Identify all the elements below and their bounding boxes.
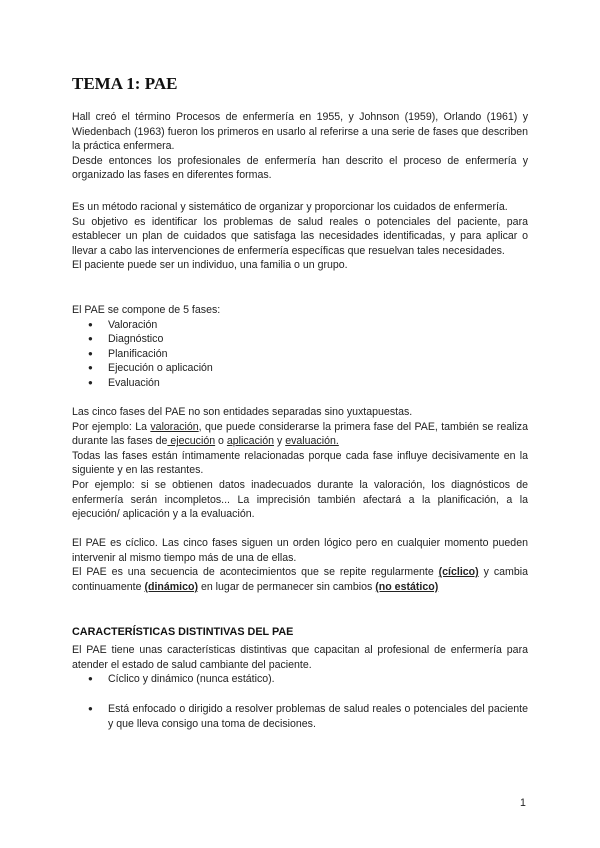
paragraph-cyclic: El PAE es cíclico. Las cinco fases siguen un orden lógico pero en cualquier momento pueden intervenir al mismo tiempo más de una de ellas. bbox=[72, 537, 528, 564]
paragraph-history: Hall creó el término Procesos de enfermería en 1955, y Johnson (1959), Orlando (1961) y Wiedenbach (1963) fueron los primeros en usarlo al referirse a una serie de fases que describen la práctica enfermera. bbox=[72, 111, 528, 153]
phases-list bbox=[72, 318, 528, 391]
phases-block bbox=[72, 303, 528, 391]
phase-item: ● Planificación bbox=[72, 347, 528, 362]
text-fragment: El PAE es una secuencia de acontecimientos que se repite regularmente bbox=[72, 566, 439, 579]
text-fragment: Por ejemplo: La bbox=[72, 420, 151, 433]
bold-no-estatico: (no estático) bbox=[375, 580, 439, 593]
text-fragment: y cambia continuamente bbox=[72, 566, 528, 593]
text-fragment: o bbox=[215, 435, 227, 448]
phase-item: ● Diagnóstico bbox=[72, 332, 528, 347]
text-fragment: , que puede considerarse la primera fase del PAE, también se realiza durante las fases de bbox=[72, 420, 528, 448]
text-fragment: y bbox=[274, 435, 286, 448]
features-block-2 bbox=[72, 702, 528, 731]
phase-item: ● Valoración bbox=[72, 318, 528, 333]
juxtaposed-block bbox=[72, 405, 528, 522]
paragraph-related: Todas las fases están íntimamente relacionadas porque cada fase influye decisivamente en la siguiente y en las restantes. bbox=[72, 449, 528, 477]
feature-item: ● Está enfocado o dirigido a resolver problemas de salud reales o potenciales del paciente y que lleva consigo una toma de decisiones. bbox=[72, 702, 528, 731]
definition-block bbox=[72, 200, 528, 273]
paragraph-since: Desde entonces los profesionales de enfermería han descrito el proceso de enfermería y organizado las fases en diferentes formas. bbox=[72, 154, 528, 182]
underlined-valoracion: valoración bbox=[150, 420, 199, 433]
section-heading: CARACTERÍSTICAS DISTINTIVAS DEL PAE bbox=[72, 626, 294, 638]
paragraph-method: Es un método racional y sistemático de organizar y proporcionar los cuidados de enfermería. bbox=[72, 201, 508, 213]
page-title: TEMA 1: PAE bbox=[72, 74, 178, 93]
paragraph-example-valoracion bbox=[72, 420, 528, 449]
paragraph-phases-intro: El PAE se compone de 5 fases: bbox=[72, 304, 221, 316]
paragraph-patient: El paciente puede ser un individuo, una familia o un grupo. bbox=[72, 259, 348, 272]
paragraph-example-data: Por ejemplo: si se obtienen datos inadecuados durante la valoración, los diagnósticos de enfermería serán incompletos... La imprecisión también afectará a la planificación, a la ejecución/ aplicación y a la evaluación. bbox=[72, 478, 528, 521]
page-number: 1 bbox=[520, 797, 526, 809]
paragraph-sequence bbox=[72, 565, 528, 594]
intro-block bbox=[72, 110, 528, 183]
phase-item: ● Evaluación bbox=[72, 376, 528, 391]
paragraph-objective: Su objetivo es identificar los problemas de salud reales o potenciales del paciente, para establecer un plan de cuidados que satisfaga las necesidades identificadas, y para aplicar o llevar a cabo las intervenciones de enfermería específicas que resuelvan tales necesidades. bbox=[72, 215, 528, 257]
phase-item: ● Ejecución o aplicación bbox=[72, 361, 528, 376]
text-fragment: en lugar de permanecer sin cambios bbox=[198, 580, 376, 593]
features-list-2 bbox=[72, 702, 528, 731]
underlined-ejecucion: ejecución bbox=[167, 435, 216, 448]
cyclic-block bbox=[72, 536, 528, 594]
features-block bbox=[72, 643, 528, 687]
underlined-aplicacion: aplicación bbox=[226, 435, 275, 448]
bold-dinamico: (dinámico) bbox=[144, 580, 199, 593]
features-list bbox=[72, 672, 528, 687]
feature-item: ● Cíclico y dinámico (nunca estático). bbox=[72, 672, 528, 687]
paragraph-features-intro: El PAE tiene unas características distintivas que capacitan al profesional de enfermería para atender el estado de salud cambiante del paciente. bbox=[72, 644, 528, 671]
bold-ciclico: (cíclico) bbox=[438, 566, 479, 579]
paragraph-juxtaposed: Las cinco fases del PAE no son entidades separadas sino yuxtapuestas. bbox=[72, 406, 413, 418]
underlined-evaluacion: evaluación. bbox=[285, 435, 339, 448]
